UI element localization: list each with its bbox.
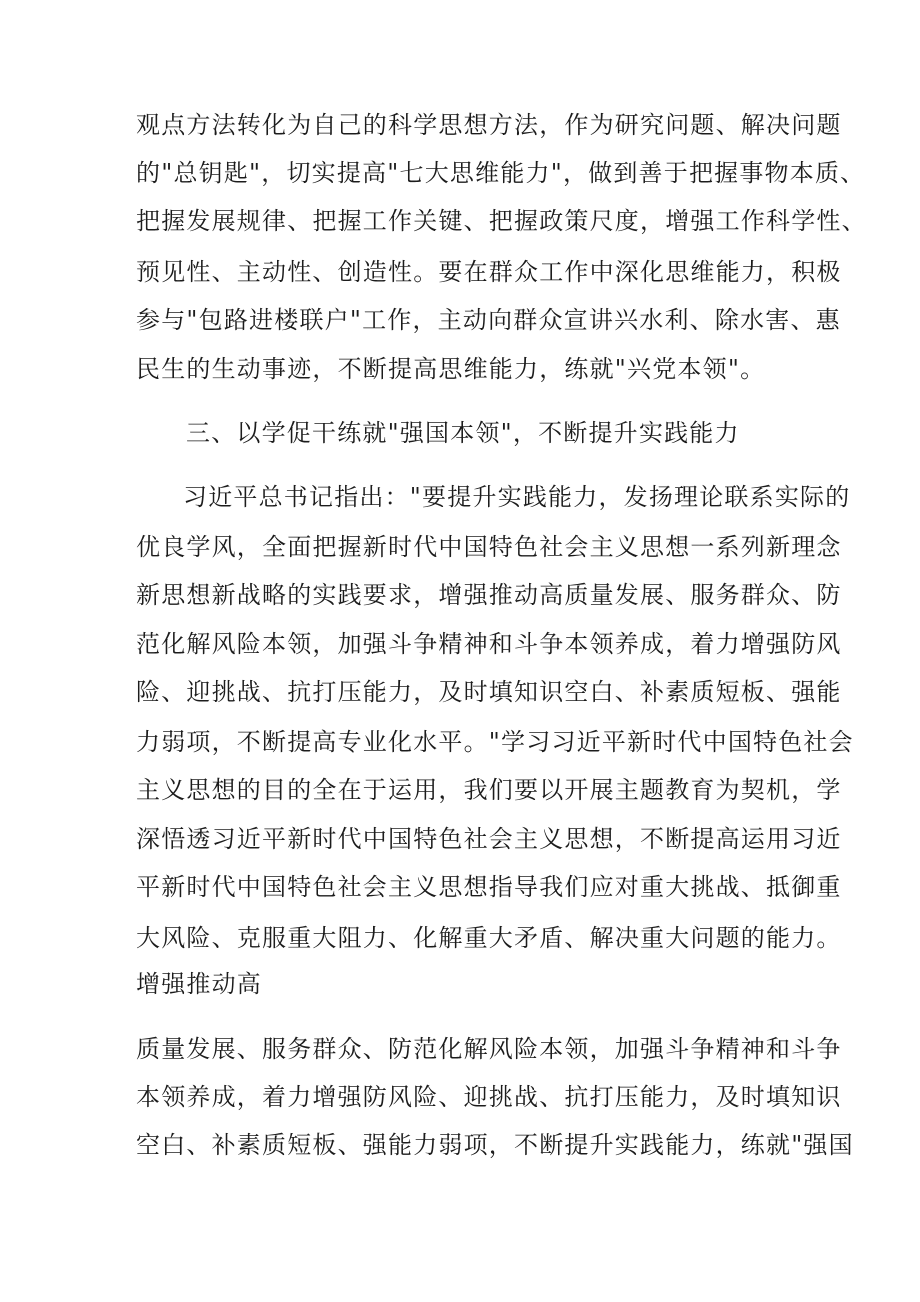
paragraph-line: 范化解风险本领，加强斗争精神和斗争本领养成，着力增强防风	[136, 630, 842, 658]
paragraph-line: 习近平总书记指出："要提升实践能力，发扬理论联系实际的	[183, 483, 851, 511]
paragraph-line: 主义思想的目的全在于运用，我们要以开展主题教育为契机，学	[136, 776, 842, 804]
paragraph-line: 民生的生动事迹，不断提高思维能力，练就"兴党本领"。	[136, 355, 766, 383]
paragraph-line: 力弱项，不断提高专业化水平。"学习习近平新时代中国特色社会	[136, 728, 854, 756]
paragraph-line: 把握发展规律、把握工作关键、把握政策尺度，增强工作科学性、	[136, 207, 867, 235]
paragraph-line: 预见性、主动性、创造性。要在群众工作中深化思维能力，积极	[136, 258, 842, 286]
paragraph-line: 深悟透习近平新时代中国特色社会主义思想，不断提高运用习近	[136, 825, 842, 853]
paragraph-line: 增强推动高	[136, 970, 262, 998]
paragraph-line: 新思想新战略的实践要求，增强推动高质量发展、服务群众、防	[136, 581, 842, 609]
paragraph-line: 观点方法转化为自己的科学思想方法，作为研究问题、解决问题	[136, 111, 842, 139]
paragraph-line: 大风险、克服重大阻力、化解重大矛盾、解决重大问题的能力。	[136, 924, 842, 952]
paragraph-line: 本领养成，着力增强防风险、迎挑战、抗打压能力，及时填知识	[136, 1083, 842, 1111]
paragraph-line: 参与"包路进楼联户"工作，主动向群众宣讲兴水利、除水害、惠	[136, 306, 841, 334]
paragraph-line: 险、迎挑战、抗打压能力，及时填知识空白、补素质短板、强能	[136, 678, 842, 706]
section-heading: 三、以学促干练就"强国本领"，不断提升实践能力	[186, 419, 740, 447]
paragraph-line: 平新时代中国特色社会主义思想指导我们应对重大挑战、抵御重	[136, 873, 842, 901]
paragraph-line: 优良学风，全面把握新时代中国特色社会主义思想一系列新理念	[136, 533, 842, 561]
paragraph-line: 空白、补素质短板、强能力弱项，不断提升实践能力，练就"强国	[136, 1131, 854, 1159]
paragraph-line: 的"总钥匙"，切实提高"七大思维能力"，做到善于把握事物本质、	[136, 159, 866, 187]
paragraph-line: 质量发展、服务群众、防范化解风险本领，加强斗争精神和斗争	[136, 1035, 842, 1063]
